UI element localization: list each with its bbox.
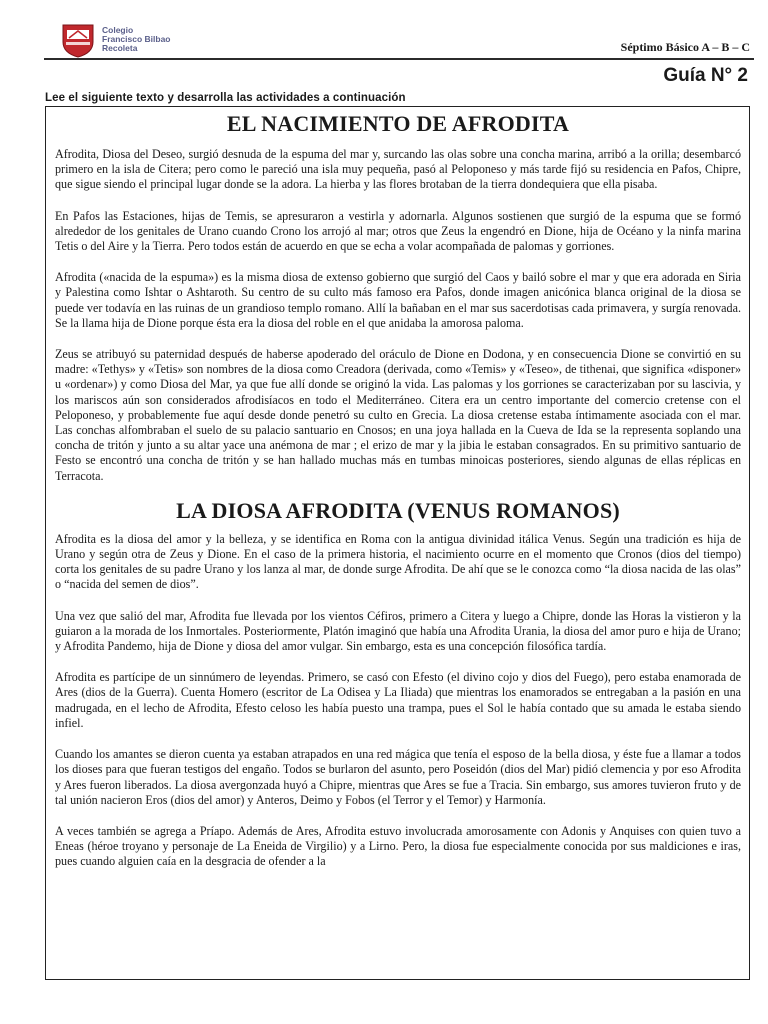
school-name-line: Recoleta bbox=[102, 43, 138, 53]
article-title: EL NACIMIENTO DE AFRODITA bbox=[226, 111, 570, 136]
paragraph: A veces también se agrega a Príapo. Además de Ares, Afrodita estuvo involucrada amorosamente con Adonis y Anquises con quien tuvo a Eneas (héroe troyano y personaje de La Eneida de Virgilio) y a Lirno. Pero, la diosa fue especialmente conocida por sus maldiciones e iras, pues cuando alguien caía en la desgracia de ofender a la bbox=[55, 823, 741, 869]
school-name-line: Colegio bbox=[102, 25, 134, 35]
school-crest-icon bbox=[60, 22, 96, 58]
page-header bbox=[0, 0, 768, 110]
paragraph: Zeus se atribuyó su paternidad después de haberse apoderado del oráculo de Dione en Dodona, y en consecuencia Dione se convirtió en su madre: «Tethys» y «Tetis» son nombres de la diosa como Creadora (derivada, como «Temis» y «Teseo», de tithenai, que significa «disponer» u «ordenar») y como Diosa del Mar, ya que fue allí donde se originó la vida. Las palomas y los gorriones se caracterizaban por su lascivia, y los mariscos aún son considerados afrodisíacos en todo el Mediterráneo. Citera era un centro importante del comercio cretense con el Peloponeso, y probablemente fue aquí desde donde penetró su culto en Grecia. La diosa cretense estaba íntimamente asociada con el mar. Las conchas alfombraban el suelo de su palacio santuario en Cnosos; en una joya hallada en la Cueva de Ida se la representa soplando una concha de tritón y junto a su altar yace una anémona de mar ; el erizo de mar y la jibia le estaban consagrados. En su primitivo santuario de Festo se encontró una concha de tritón y se han hallado muchas más en tumbas minoicas posteriores, siendo algunas de ellas réplicas en Terracota. bbox=[55, 347, 741, 483]
school-name-line: Francisco Bilbao bbox=[102, 34, 171, 44]
paragraph: Afrodita es partícipe de un sinnúmero de leyendas. Primero, se casó con Efesto (el divino cojo y dios del Fuego), pero estaba enamorada de Ares (dios de la Guerra). Cuenta Homero (escritor de La Odisea y La Iliada) que mientras los enamorados se entregaban a la pasión en una madrugada, en el lecho de Afrodita, Efesto celoso les había puesto una trampa, pues el Sol le había contado que su amada le estaba siendo infiel. bbox=[55, 670, 741, 730]
paragraph: Afrodita, Diosa del Deseo, surgió desnuda de la espuma del mar y, surcando las olas sobre una concha marina, arribó a la orilla; desembarcó primero en la isla de Citera; pero como le pareció una isla muy pequeña, pasó al Peloponeso y más tarde fijó su residencia en Pafos, Chipre, que sigue siendo el principal lugar donde se la adora. La hierba y las flores brotaban de la tierra dondequiera que ella pisaba. bbox=[55, 147, 741, 192]
section-title: LA DIOSA AFRODITA (VENUS ROMANOS) bbox=[176, 497, 620, 523]
guide-number: Guía N° 2 bbox=[663, 65, 748, 86]
paragraph: En Pafos las Estaciones, hijas de Temis, se apresuraron a vestirla y adornarla. Algunos sostienen que surgió de la espuma que se formó alrededor de los genitales de Urano cuando Crono los arrojó al mar; otros que Zeus la engendró en Dione, hija de Océano y la ninfa marina Tetis o del Aire y la Tierra. Pero todos están de acuerdo en que se echa a volar acompañada de palomas y gorriones. bbox=[55, 208, 741, 254]
paragraph: Una vez que salió del mar, Afrodita fue llevada por los vientos Céfiros, primero a Citera y luego a Chipre, donde las Horas la vistieron y la guiaron a la morada de los Inmortales. Posteriormente, Platón imaginó que había una Afrodita Urania, la diosa del amor puro e hija de Urano; y Afrodita Pandemo, hija de Dione y diosa del amor vulgar. Sin embargo, esta es una concepción filosófica tardía. bbox=[55, 608, 741, 654]
paragraph: Afrodita es la diosa del amor y la belleza, y se identifica en Roma con la antigua divinidad itálica Venus. Según una tradición es hija de Urano y según otra de Zeus y Dione. En el caso de la primera historia, el nacimiento ocurre en el momento que Cronos (dios del tiempo) corta los genitales de su padre Urano y los lanza al mar, de donde surge Afrodita. De ahí que se le conozca como “la diosa nacida de las olas” o “nacida del semen de dios”. bbox=[55, 531, 741, 592]
grade-label: Séptimo Básico A – B – C bbox=[620, 40, 750, 54]
instruction-text: Lee el siguiente texto y desarrolla las actividades a continuación bbox=[45, 92, 406, 104]
paragraph: Cuando los amantes se dieron cuenta ya estaban atrapados en una red mágica que tenía el esposo de la bella diosa, y éste fue a llamar a todos los dioses para que fueran testigos del engaño. Todos se burlaron del asunto, pero Poseidón (dios del Mar) pidió clemencia y por eso Afrodita y Ares fueron liberados. La diosa avergonzada huyó a Chipre, mientras que Ares se fue a Tracia. Sin embargo, sus amores tuvieron fruto y de tal unión nacieron Eros (dios del amor) y Anteros, Deimo y Fobos (el Terror y el Temor) y Harmonía. bbox=[55, 747, 741, 807]
header-divider bbox=[44, 58, 754, 60]
reading-text-box bbox=[45, 106, 750, 980]
paragraph: Afrodita («nacida de la espuma») es la misma diosa de extenso gobierno que surgió del Caos y bailó sobre el mar y que era adorada en Siria y Palestina como Ishtar o Ashtaroth. Su centro de su culto más famoso era Pafos, donde imagen anicónica blanca original de la diosa se puede ver todavía en las ruinas de un grandioso templo romano. Allí la bañaban en el mar sus sacerdotisas cada primavera, y surgía renovada. Se la llama hija de Dione porque ésta era la diosa del roble en el que anidaba la amorosa paloma. bbox=[55, 270, 741, 330]
school-name bbox=[102, 26, 171, 53]
